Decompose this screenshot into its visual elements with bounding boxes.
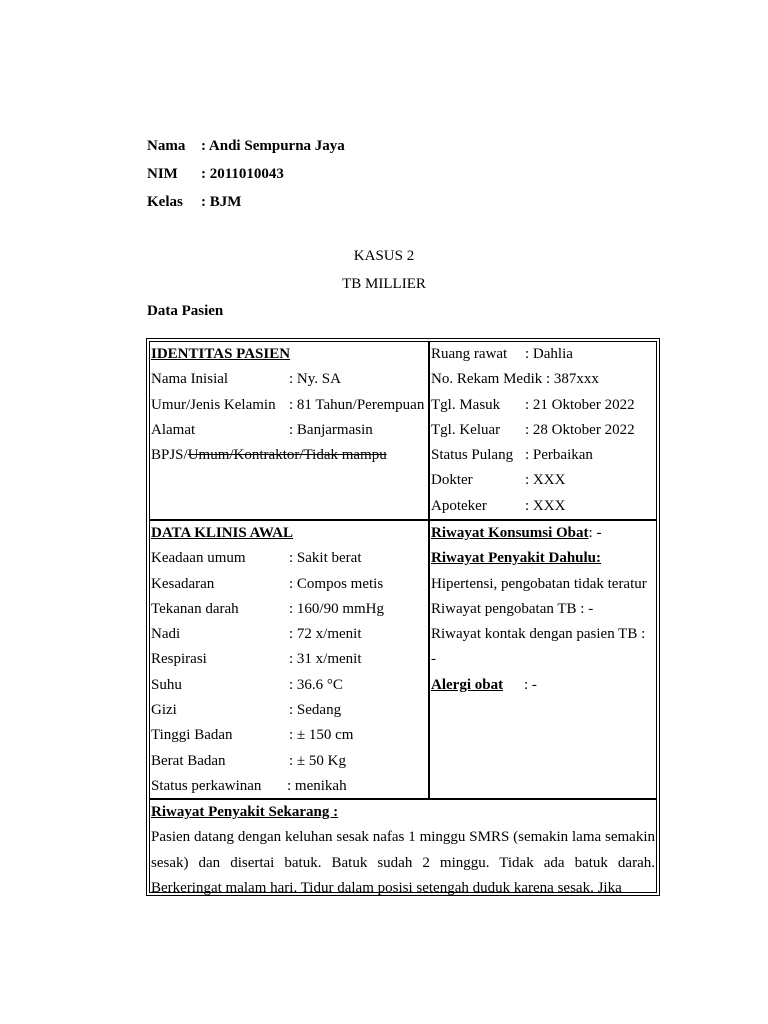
clinical-row: [150, 723, 428, 748]
row-value: : 387xxx: [545, 371, 599, 388]
past-illness-value: Hipertensi, pengobatan tidak teratur: [431, 575, 647, 592]
drug-allergy-label: Alergi obat: [431, 676, 504, 693]
student-nim-label: NIM: [147, 166, 178, 182]
case-title: KASUS 2: [353, 248, 415, 264]
clinical-left: [150, 521, 430, 798]
row-value: : ± 50 Kg: [289, 752, 346, 769]
row-value: : Perbaikan: [525, 447, 593, 464]
row-value: : 21 Oktober 2022: [525, 396, 635, 413]
address-row: [150, 418, 428, 443]
row-value: : Compos metis: [289, 575, 384, 592]
row-label: Keadaan umum: [151, 550, 246, 567]
row-label: Nama Inisial: [151, 371, 229, 388]
tb-contact-history: Riwayat kontak dengan pasien TB :: [431, 626, 646, 643]
discharge-status-row: [430, 443, 656, 468]
row-value: : 160/90 mmHg: [289, 600, 385, 617]
student-name-value: : Andi Sempurna Jaya: [201, 138, 345, 154]
row-label: Kesadaran: [151, 575, 215, 592]
row-label: Status Pulang: [431, 447, 514, 464]
drug-consumption-row: [430, 521, 656, 546]
identity-left: [150, 342, 430, 519]
student-name-label: Nama: [147, 138, 186, 154]
row-label: Dokter: [431, 472, 473, 489]
clinical-row: [150, 749, 428, 774]
row-label: Umur/Jenis Kelamin: [151, 396, 276, 413]
row-label: Nadi: [151, 626, 181, 643]
student-nim-value: : 2011010043: [201, 166, 284, 182]
row-label: Tinggi Badan: [151, 727, 233, 744]
student-class-value: : BJM: [201, 194, 242, 210]
row-value: : 81 Tahun/Perempuan: [289, 396, 425, 413]
clinical-row: [150, 622, 428, 647]
past-illness-heading: Riwayat Penyakit Dahulu:: [431, 550, 602, 567]
drug-allergy-value: : -: [524, 676, 537, 693]
row-label: Apoteker: [431, 497, 487, 514]
clinical-row: [150, 647, 428, 672]
age-gender-row: [150, 393, 428, 418]
current-illness-text: Pasien datang dengan keluhan sesak nafas 1 minggu SMRS (semakin lama semakin sesak) dan disertai batuk. Batuk sudah 2 minggu. Tidak ada batuk darah. Berkeringat malam hari. Tidur dalam posisi setengah duduk karena sesak. Jika: [151, 829, 655, 896]
row-label: Respirasi: [151, 651, 207, 668]
row-label: Gizi: [151, 702, 177, 719]
history-right: [430, 521, 656, 798]
row-value: : menikah: [287, 777, 347, 794]
row-label: No. Rekam Medik: [431, 371, 543, 388]
clinical-row: [150, 572, 428, 597]
ward-row: [430, 342, 656, 367]
tb-treatment-history: Riwayat pengobatan TB : -: [431, 600, 594, 617]
medical-record-row: [430, 367, 656, 392]
identity-heading: IDENTITAS PASIEN: [151, 346, 291, 362]
payment-prefix: BPJS/: [151, 447, 188, 464]
row-label: Alamat: [151, 421, 196, 438]
row-value: : 72 x/menit: [289, 626, 362, 643]
identity-right: [430, 342, 656, 519]
row-value: : 36.6 °C: [289, 676, 343, 693]
row-label: Suhu: [151, 676, 182, 693]
row-value: : Ny. SA: [289, 371, 341, 388]
student-class-label: Kelas: [147, 194, 183, 210]
row-value: : Sakit berat: [289, 550, 362, 567]
row-value: : Dahlia: [525, 346, 573, 362]
payment-row: [150, 443, 428, 468]
row-value: : Banjarmasin: [289, 421, 373, 438]
tb-contact-history-value: -: [431, 651, 436, 668]
row-label: Tgl. Keluar: [431, 421, 501, 438]
student-class-row: [147, 192, 345, 220]
row-value: : 31 x/menit: [289, 651, 362, 668]
clinical-heading: DATA KLINIS AWAL: [151, 525, 293, 541]
row-value: : XXX: [525, 472, 566, 489]
clinical-section: [150, 521, 656, 800]
clinical-row: [150, 673, 428, 698]
current-illness-heading: Riwayat Penyakit Sekarang :: [151, 804, 339, 820]
drug-consumption-label: Riwayat Konsumsi Obat: [431, 525, 589, 541]
discharge-date-row: [430, 418, 656, 443]
row-value: : Sedang: [289, 702, 342, 719]
patient-table: [146, 338, 660, 896]
admission-date-row: [430, 393, 656, 418]
section-label: Data Pasien: [147, 303, 224, 319]
clinical-row: [150, 698, 428, 723]
initial-name-row: [150, 367, 428, 392]
identity-section: [150, 342, 656, 521]
patient-table-inner: [149, 341, 657, 896]
clinical-row: [150, 546, 428, 571]
row-value: : ± 150 cm: [289, 727, 354, 744]
drug-allergy-row: [430, 673, 656, 698]
case-subtitle: TB MILLIER: [342, 276, 426, 292]
payment-struck: Umum/Kontraktor/Tidak mampu: [187, 447, 387, 464]
row-value: : XXX: [525, 497, 566, 514]
row-label: Tekanan darah: [151, 600, 239, 617]
student-info: [147, 136, 345, 220]
current-illness-section: [150, 800, 656, 896]
pharmacist-row: [430, 494, 656, 519]
drug-consumption-value: : -: [588, 525, 602, 541]
row-value: : 28 Oktober 2022: [525, 421, 635, 438]
clinical-row: [150, 774, 428, 799]
row-label: Status perkawinan: [151, 777, 262, 794]
clinical-row: [150, 597, 428, 622]
student-name-row: [147, 136, 345, 164]
row-label: Ruang rawat: [431, 346, 508, 362]
row-label: Berat Badan: [151, 752, 226, 769]
student-nim-row: [147, 164, 345, 192]
row-label: Tgl. Masuk: [431, 396, 501, 413]
doctor-row: [430, 468, 656, 493]
